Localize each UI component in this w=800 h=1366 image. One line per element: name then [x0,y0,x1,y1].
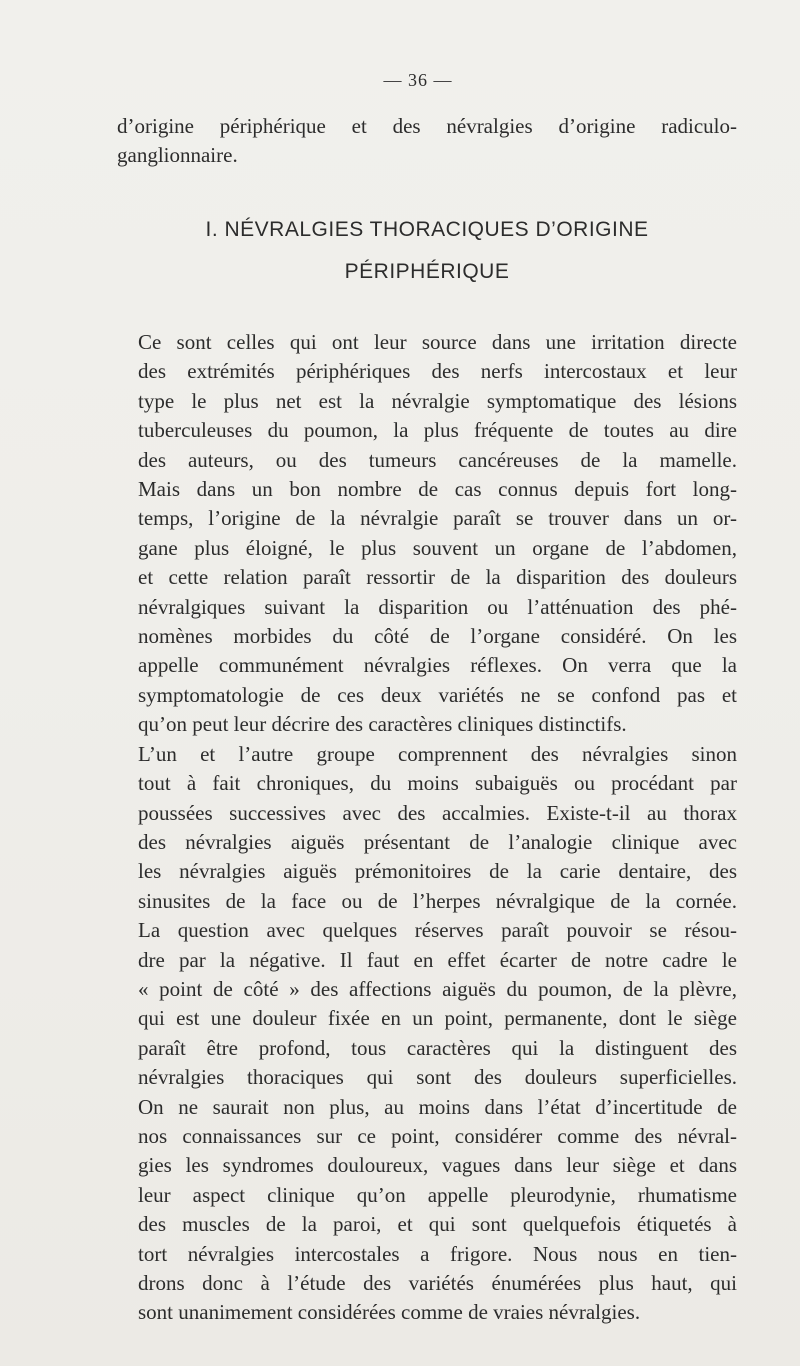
text-line: névralgiques suivant la disparition ou l’atténuation des phé- [138,594,737,619]
text-line: nomènes morbides du côté de l’organe considéré. On les [138,624,737,649]
page-number: — 36 — [383,70,453,90]
text-line: On ne saurait non plus, au moins dans l’état d’incertitude de [138,1094,737,1119]
text-line: leur aspect clinique qu’on appelle pleurodynie, rhumatisme [138,1182,737,1207]
text-line: des névralgies aiguës présentant de l’analogie clinique avec [138,829,737,854]
text-line: névralgies thoraciques qui sont des douleurs superficielles. [138,1065,737,1090]
text-line: Mais dans un bon nombre de cas connus depuis fort long- [138,477,737,502]
paragraph [117,328,737,740]
text-line: sont unanimement considérées comme de vraies névralgies. [138,1300,641,1325]
text-line: gane plus éloigné, le plus souvent un organe de l’abdomen, [138,535,737,560]
paragraph [117,740,737,1328]
text-line: gies les syndromes douloureux, vagues dans leur siège et dans [138,1153,737,1178]
text-line: nos connaissances sur ce point, considérer comme des névral- [138,1123,737,1148]
text-line: « point de côté » des affections aiguës du poumon, de la plèvre, [138,976,737,1001]
text-line: type le plus net est la névralgie symptomatique des lésions [138,388,737,413]
text-line: drons donc à l’étude des variétés énumérées plus haut, qui [138,1271,737,1295]
text-line: des auteurs, ou des tumeurs cancéreuses de la mamelle. [138,447,737,472]
intro-text [117,112,737,171]
intro-line: d’origine périphérique et des névralgies d’origine radiculo- [117,114,737,138]
text-line: les névralgies aiguës prémonitoires de la carie dentaire, des [138,859,737,884]
text-line: qu’on peut leur décrire des caractères cliniques distinctifs. [138,712,627,737]
body-text [117,328,737,1328]
text-line: appelle communément névralgies réflexes. On verra que la [138,653,737,678]
text-line: des muscles de la paroi, et qui sont quelquefois étiquetés à [138,1212,737,1237]
text-line: symptomatologie de ces deux variétés ne se confond pas et [138,682,737,707]
text-line: L’un et l’autre groupe comprennent des névralgies sinon [138,741,737,766]
intro-line: ganglionnaire. [117,143,238,168]
text-line: Ce sont celles qui ont leur source dans une irritation directe [138,330,737,354]
section-heading-line: PÉRIPHÉRIQUE [344,260,510,283]
text-line: des extrémités périphériques des nerfs intercostaux et leur [138,359,737,384]
text-line: dre par la négative. Il faut en effet écarter de notre cadre le [138,947,737,972]
text-line: temps, l’origine de la névralgie paraît se trouver dans un or- [138,506,737,531]
text-line: paraît être profond, tous caractères qui la distinguent des [138,1035,737,1060]
text-line: et cette relation paraît ressortir de la disparition des douleurs [138,565,737,590]
text-line: qui est une douleur fixée en un point, permanente, dont le siège [138,1006,737,1031]
section-heading-line: I. NÉVRALGIES THORACIQUES D’ORIGINE [205,218,649,241]
text-line: sinusites de la face ou de l’herpes névralgique de la cornée. [138,888,737,913]
text-line: poussées successives avec des accalmies. Existe-t-il au thorax [138,800,737,825]
text-line: tuberculeuses du poumon, la plus fréquente de toutes au dire [138,418,737,443]
text-line: tort névralgies intercostales a frigore. Nous nous en tien- [138,1241,737,1266]
text-line: La question avec quelques réserves paraît pouvoir se résou- [138,918,737,943]
text-line: tout à fait chroniques, du moins subaiguës ou procédant par [138,771,737,796]
